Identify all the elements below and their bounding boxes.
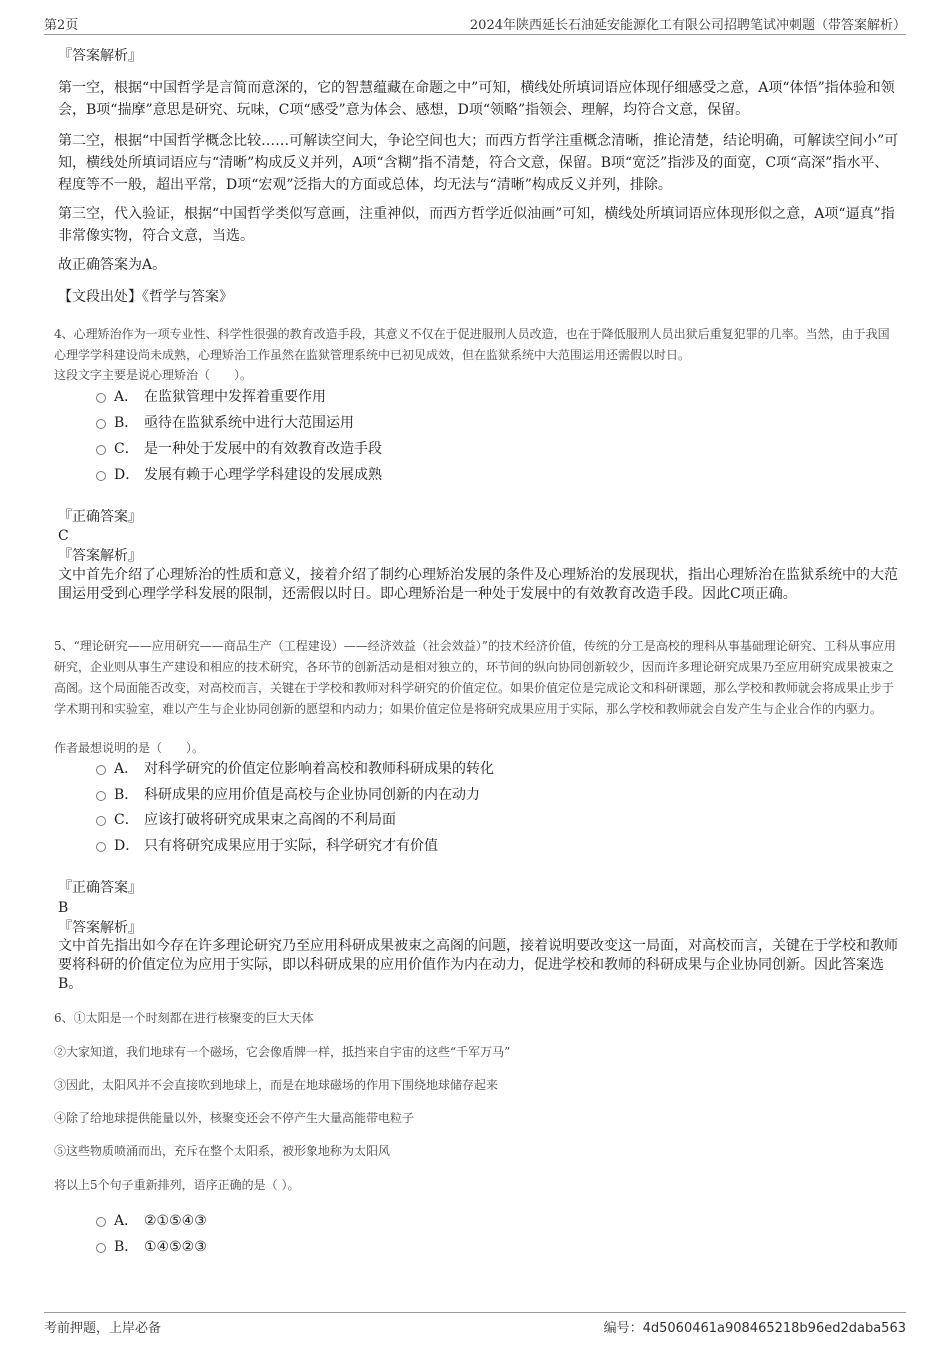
page-header (44, 14, 906, 35)
option-key: A． (114, 1213, 139, 1229)
option-text: 应该打破将研究成果束之高阁的不利局面 (144, 812, 396, 828)
radio-button[interactable] (96, 765, 106, 775)
q6-sentence-3: ③因此，太阳风并不会直接吹到地球上，而是在地球磁场的作用下围绕地球储存起来 (54, 1078, 499, 1092)
page-number: 第2页 (44, 18, 79, 33)
option-key: C． (114, 441, 139, 457)
q3-analysis-label: 『答案解析』 (58, 48, 142, 64)
option-text: 亟待在监狱系统中进行大范围运用 (144, 415, 354, 431)
option-key: A． (114, 761, 139, 777)
option-text: 只有将研究成果应用于实际，科学研究才有价值 (144, 838, 438, 854)
q5-analysis: 文中首先指出如今存在许多理论研究乃至应用科研成果被束之高阁的问题，接着说明要改变这一局面，对高校而言，关键在于学校和教师要将科研的价值定位为应用于实际，即以科研成果的应用价值作为内在动力，促进学校和教师的科研成果与企业协同创新。因此答案选B。 (58, 938, 898, 992)
radio-button[interactable] (96, 419, 106, 429)
option-text: 发展有赖于心理学学科建设的发展成熟 (144, 467, 382, 483)
q4-stem: 4、心理矫治作为一项专业性、科学性很强的教育改造手段，其意义不仅在于促进服刑人员改造，也在于降低服刑人员出狱后重复犯罪的几率。当然，由于我国心理学学科建设尚未成熟，心理矫治工作虽然在监狱管理系统中已初见成效，但在监狱系统中大范围运用还需假以时日。 (54, 327, 890, 362)
q3-conclusion: 故正确答案为A。 (58, 257, 167, 273)
radio-button[interactable] (96, 816, 106, 826)
q4-analysis: 文中首先介绍了心理矫治的性质和意义，接着介绍了制约心理矫治发展的条件及心理矫治的发展现状，指出心理矫治在监狱系统中的大范围运用受到心理学学科发展的限制，还需假以时日。即心理矫治是一种处于发展中的有效教育改造手段。因此C项正确。 (58, 567, 898, 602)
document-title: 2024年陕西延长石油延安能源化工有限公司招聘笔试冲刺题（带答案解析） (469, 18, 906, 33)
q3-analysis-para1: 第一空，根据“中国哲学是言简而意深的，它的智慧蕴藏在命题之中”可知，横线处所填词语应体现仔细感受之意，A项“体悟”指体验和领会，B项“揣摩”意思是研究、玩味，C项“感受”意为体会、感想，D项“领略”指领会、理解，均符合文意，保留。 (58, 80, 895, 118)
q6-sentence-4: ④除了给地球提供能量以外，核聚变还会不停产生大量高能带电粒子 (54, 1111, 415, 1125)
option-text: ①④⑤②③ (144, 1239, 207, 1255)
option-key: B． (114, 415, 139, 431)
q6-sentence-2: ②大家知道，我们地球有一个磁场，它会像盾牌一样，抵挡来自宇宙的这些“千军万马” (54, 1045, 511, 1059)
option-text: 在监狱管理中发挥着重要作用 (144, 389, 326, 405)
q4-question: 这段文字主要是说心理矫治（ ）。 (54, 368, 253, 382)
option-text: 科研成果的应用价值是高校与企业协同创新的内在动力 (144, 787, 480, 803)
q5-answer-label: 『正确答案』 (58, 880, 142, 896)
option-key: D． (114, 467, 140, 483)
q5-question: 作者最想说明的是（ ）。 (54, 741, 205, 755)
code-value: 4d5060461a908465218b96ed2daba563 (642, 1321, 906, 1336)
option-key: B． (114, 1239, 139, 1255)
q3-source: 【文段出处】《哲学与答案》 (58, 289, 233, 305)
q4-answer-label: 『正确答案』 (58, 509, 142, 525)
q5-stem: 5、“理论研究——应用研究——商品生产（工程建设）——经济效益（社会效益）”的技术经济价值，传统的分工是高校的理科从事基础理论研究、工科从事应用研究，企业则从事生产建设和相应的技术研究，各环节的创新活动是相对独立的，环节间的纵向协同创新较少，因而许多理论研究成果乃至应用研究成果被束之高阁。这个局面能否改变，对高校而言，关键在于学校和教师对科学研究的价值定位。如果价值定位是完成论文和科研课题，那么学校和教师就会将成果止步于学术期刊和实验室，难以产生与企业协同创新的愿望和内动力；如果价值定位是将研究成果应用于实际，那么学校和教师就会自发产生与企业合作的内驱力。 (54, 639, 896, 716)
q6-stem: 6、①太阳是一个时刻都在进行核聚变的巨大天体 (54, 1011, 314, 1025)
radio-button[interactable] (96, 1217, 106, 1227)
radio-button[interactable] (96, 791, 106, 801)
option-text: ②①⑤④③ (144, 1213, 207, 1229)
radio-button[interactable] (96, 842, 106, 852)
document-code (604, 1317, 906, 1336)
q4-answer: C (58, 528, 69, 544)
option-text: 对科学研究的价值定位影响着高校和教师科研成果的转化 (144, 761, 494, 777)
radio-button[interactable] (96, 445, 106, 455)
option-key: A． (114, 389, 139, 405)
q3-analysis-para3: 第三空，代入验证，根据“中国哲学类似写意画，注重神似，而西方哲学近似油画”可知，横线处所填词语应体现形似之意，A项“逼真”指非常像实物，符合文意，当选。 (58, 206, 895, 244)
q3-analysis-para2: 第二空，根据“中国哲学概念比较……可解读空间大，争论空间也大；而西方哲学注重概念清晰，推论清楚，结论明确，可解读空间小”可知，横线处所填词语应与“清晰”构成反义并列，A项“含糊”指不清楚，符合文意，保留。B项“宽泛”指涉及的面宽，C项“高深”指水平、程度等不一般，超出平常，D项“宏观”泛指大的方面或总体，均无法与“清晰”构成反义并列，排除。 (58, 133, 899, 193)
q5-answer: B (58, 900, 69, 916)
code-label: 编号： (603, 1321, 643, 1336)
q6-question: 将以上5个句子重新排列，语序正确的是（ ）。 (54, 1178, 300, 1192)
option-key: B． (114, 787, 139, 803)
option-text: 是一种处于发展中的有效教育改造手段 (144, 441, 382, 457)
radio-button[interactable] (96, 393, 106, 403)
page-footer (44, 1312, 906, 1335)
q6-sentence-5: ⑤这些物质喷涌而出，充斥在整个太阳系，被形象地称为太阳风 (54, 1144, 391, 1158)
radio-button[interactable] (96, 471, 106, 481)
option-key: D． (114, 838, 140, 854)
option-key: C． (114, 812, 139, 828)
q5-analysis-label: 『答案解析』 (58, 920, 142, 936)
q4-analysis-label: 『答案解析』 (58, 548, 142, 564)
radio-button[interactable] (96, 1243, 106, 1253)
footer-slogan: 考前押题，上岸必备 (44, 1321, 162, 1336)
